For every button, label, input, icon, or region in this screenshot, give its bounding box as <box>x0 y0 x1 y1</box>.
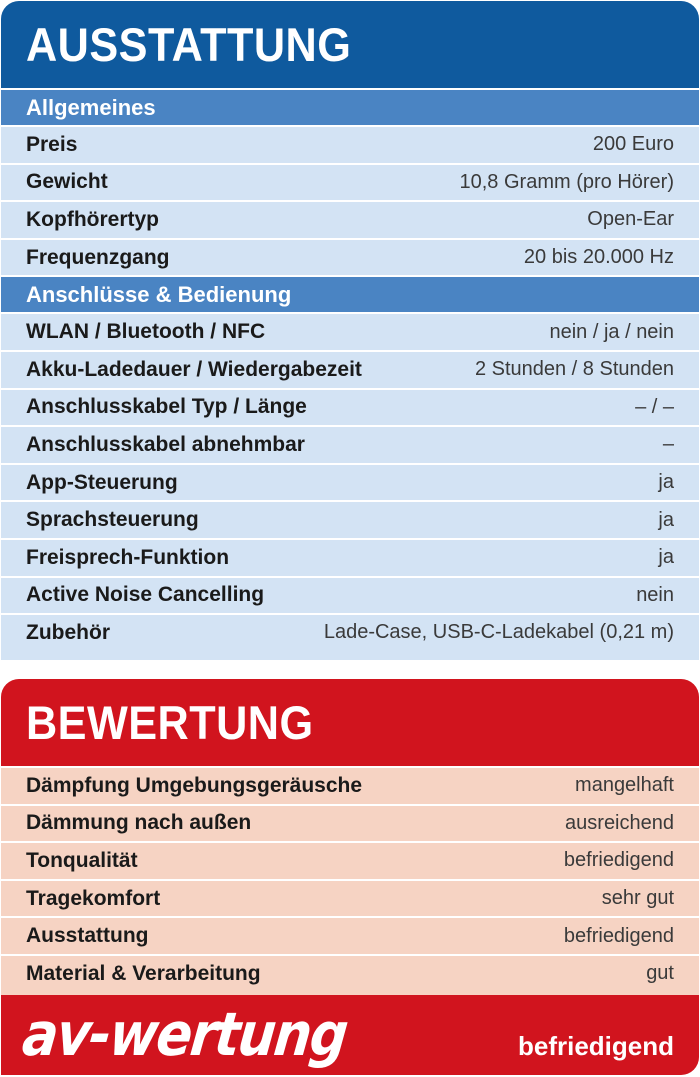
bewertung-title: BEWERTUNG <box>1 679 699 766</box>
spec-label: Gewicht <box>26 170 108 194</box>
bewertung-panel <box>1 679 699 1075</box>
spec-row <box>1 350 699 388</box>
section-heading-allgemeines: Allgemeines <box>1 88 699 125</box>
spec-label: WLAN / Bluetooth / NFC <box>26 320 266 344</box>
spec-value: ja <box>658 471 674 494</box>
spec-row <box>1 500 699 538</box>
spec-row <box>1 463 699 501</box>
rating-value: gut <box>646 962 674 985</box>
spec-row <box>1 576 699 614</box>
spec-row <box>1 538 699 576</box>
ausstattung-panel <box>1 1 699 660</box>
spec-label: Anschlusskabel abnehmbar <box>26 432 305 456</box>
section-heading-anschluesse: Anschlüsse & Bedienung <box>1 275 699 312</box>
spec-value: 20 bis 20.000 Hz <box>523 246 674 269</box>
final-rating: befriedigend <box>517 1031 674 1061</box>
spec-row <box>1 200 699 238</box>
spec-value: Open-Ear <box>587 208 674 231</box>
rating-label: Dämmung nach außen <box>26 811 252 835</box>
spec-value: ja <box>658 546 674 569</box>
rating-value: sehr gut <box>601 887 674 910</box>
rating-value: mangelhaft <box>575 774 674 797</box>
spec-label: Preis <box>26 132 78 156</box>
spec-label: Zubehör <box>26 620 110 644</box>
spec-label: Frequenzgang <box>26 245 170 269</box>
rating-row <box>1 766 699 804</box>
spec-row <box>1 163 699 201</box>
rating-label: Ausstattung <box>26 924 149 948</box>
spec-row <box>1 312 699 350</box>
spec-label: Akku-Ladedauer / Wiedergabezeit <box>26 357 362 381</box>
spec-row <box>1 613 699 651</box>
rating-row <box>1 879 699 917</box>
spec-value: Lade-Case, USB-C-Ladekabel (0,21 m) <box>323 621 674 644</box>
spec-value: 200 Euro <box>592 133 674 156</box>
spec-label: Anschlusskabel Typ / Länge <box>26 395 307 419</box>
rating-value: befriedigend <box>563 849 674 872</box>
rating-value: befriedigend <box>563 924 674 947</box>
spec-value: – <box>662 433 674 456</box>
rating-label: Dämpfung Umgebungsgeräusche <box>26 773 363 797</box>
spec-row <box>1 238 699 276</box>
rating-label: Tragekomfort <box>26 886 161 910</box>
rating-row <box>1 841 699 879</box>
rating-value: ausreichend <box>565 811 674 834</box>
ausstattung-title: AUSSTATTUNG <box>1 1 699 88</box>
spec-value: ja <box>658 508 674 531</box>
av-wertung-logo: av-wertung <box>19 1000 350 1070</box>
spec-label: App-Steuerung <box>26 470 178 494</box>
spec-label: Active Noise Cancelling <box>26 583 265 607</box>
rating-footer <box>1 995 699 1075</box>
spec-label: Sprachsteuerung <box>26 508 199 532</box>
rating-row <box>1 916 699 954</box>
spec-value: – / – <box>635 395 674 418</box>
rating-label: Tonqualität <box>26 848 138 872</box>
spec-row <box>1 425 699 463</box>
spec-value: 2 Stunden / 8 Stunden <box>474 358 674 381</box>
rating-row <box>1 954 699 992</box>
spec-value: 10,8 Gramm (pro Hörer) <box>459 170 674 193</box>
spec-value: nein <box>636 583 674 606</box>
spec-row <box>1 125 699 163</box>
rating-label: Material & Verarbeitung <box>26 961 261 985</box>
spec-value: nein / ja / nein <box>549 320 674 343</box>
rating-row <box>1 804 699 842</box>
spec-label: Freisprech-Funktion <box>26 545 230 569</box>
spec-row <box>1 388 699 426</box>
spec-label: Kopfhörertyp <box>26 207 159 231</box>
